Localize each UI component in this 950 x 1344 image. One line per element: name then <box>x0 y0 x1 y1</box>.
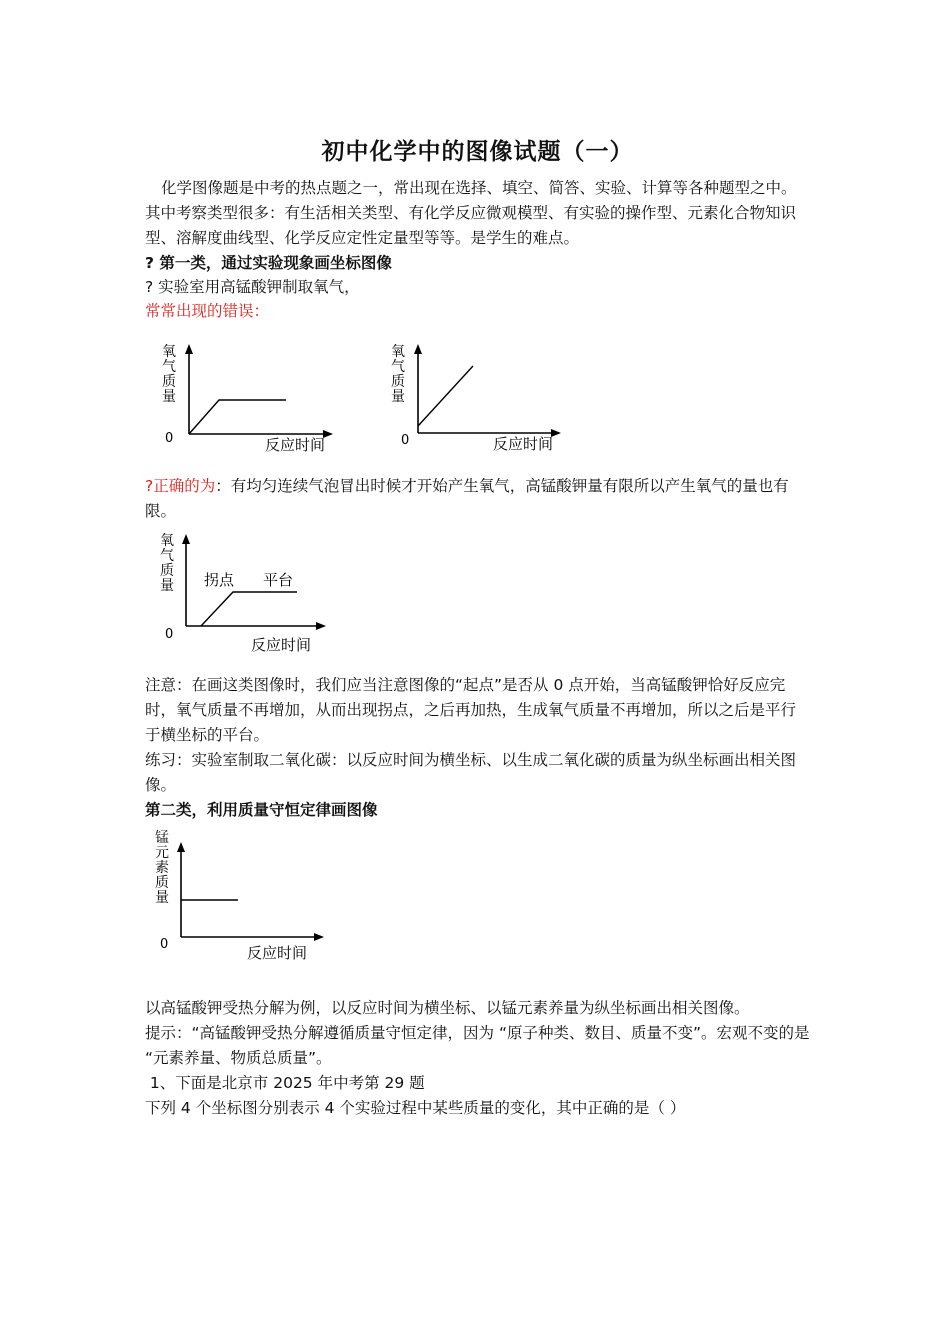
curve <box>418 366 473 426</box>
origin-label: 0 <box>165 627 174 642</box>
correct-text: ：有均匀连续气泡冒出时候才开始产生氧气，高锰酸钾量有限所以产生氧气的量也有限。 <box>145 477 789 520</box>
mn-paragraph: 以高锰酸钾受热分解为例，以反应时间为横坐标、以锰元素养量为纵坐标画出相关图像。 <box>145 999 750 1017</box>
svg-text:质: 质 <box>160 563 174 579</box>
x-axis-label: 反应时间 <box>247 944 308 962</box>
svg-text:质: 质 <box>391 374 405 390</box>
x-axis-label: 反应时间 <box>265 436 326 454</box>
section1-heading: ? 第一类，通过实验现象画坐标图像 <box>145 254 392 272</box>
svg-text:氧: 氧 <box>162 344 176 360</box>
graph-wrong-1 <box>155 338 355 456</box>
correct-label: ?正确的为 <box>145 477 216 495</box>
x-axis-label: 反应时间 <box>493 435 554 453</box>
svg-text:气: 气 <box>162 359 176 375</box>
y-axis-label <box>391 344 405 405</box>
y-axis-arrow <box>414 344 422 354</box>
svg-text:气: 气 <box>391 359 405 375</box>
y-axis-arrow <box>177 842 185 852</box>
y-axis-arrow <box>182 534 190 544</box>
intro-paragraph: 化学图像题是中考的热点题之一，常出现在选择、填空、简答、实验、计算等各种题型之中。其中考察类型很多：有生活相关类型、有化学反应微观模型、有实验的操作型、元素化合物知识型、溶解度曲线型、化学反应定性定量型等等。是学生的难点。 <box>145 179 797 247</box>
graph-wrong-2 <box>385 338 585 456</box>
wrong-label: 常常出现的错误： <box>145 302 270 320</box>
svg-text:量: 量 <box>160 578 174 594</box>
y-axis-arrow <box>185 344 193 354</box>
origin-label: 0 <box>401 433 410 448</box>
section1-example: ? 实验室用高锰酸钾制取氧气， <box>145 278 360 296</box>
graph-correct <box>155 528 355 658</box>
page-title: 初中化学中的图像试题（一） <box>321 139 634 165</box>
exercise-paragraph: 练习：实验室制取二氧化碳：以反应时间为横坐标、以生成二氧化碳的质量为纵坐标画出相关图像。 <box>145 751 797 794</box>
correct-paragraph <box>145 474 810 524</box>
svg-text:元: 元 <box>155 845 169 861</box>
graph-mn <box>150 826 350 964</box>
y-axis-label <box>162 344 176 405</box>
section2-heading: 第二类，利用质量守恒定律画图像 <box>145 801 378 819</box>
svg-text:量: 量 <box>155 890 169 906</box>
note-paragraph: 注意：在画这类图像时，我们应当注意图像的“起点”是否从 0 点开始，当高锰酸钾恰好反应完时，氧气质量不再增加，从而出现拐点，之后再加热，生成氧气质量不再增加，所以之后是平行于横坐标的平台。 <box>145 676 797 744</box>
svg-text:锰: 锰 <box>155 830 169 846</box>
svg-text:氧: 氧 <box>160 533 174 549</box>
origin-label: 0 <box>165 431 174 446</box>
plateau-label: 平台 <box>263 571 294 589</box>
svg-text:质: 质 <box>162 374 176 390</box>
svg-text:量: 量 <box>162 389 176 405</box>
x-axis-arrow <box>316 622 326 630</box>
turning-point-label: 拐点 <box>204 571 235 589</box>
y-axis-label <box>160 533 174 594</box>
question1-text: 下列 4 个坐标图分别表示 4 个实验过程中某些质量的变化，其中正确的是（ ） <box>145 1099 686 1117</box>
curve <box>189 400 286 434</box>
y-axis-label <box>155 830 169 906</box>
curve <box>201 592 297 626</box>
hint-paragraph: 提示：“高锰酸钾受热分解遵循质量守恒定律，因为 “原子种类、数目、质量不变”。宏观不变的是 “元素养量、物质总质量”。 <box>145 1024 810 1067</box>
x-axis-arrow <box>314 933 324 941</box>
svg-text:素: 素 <box>155 860 169 876</box>
svg-text:气: 气 <box>160 548 174 564</box>
svg-text:质: 质 <box>155 875 169 891</box>
svg-text:量: 量 <box>391 389 405 405</box>
question1-title: 1、下面是北京市 2025 年中考第 29 题 <box>145 1074 425 1092</box>
origin-label: 0 <box>160 937 169 952</box>
svg-text:氧: 氧 <box>391 344 405 360</box>
x-axis-label: 反应时间 <box>251 636 312 654</box>
